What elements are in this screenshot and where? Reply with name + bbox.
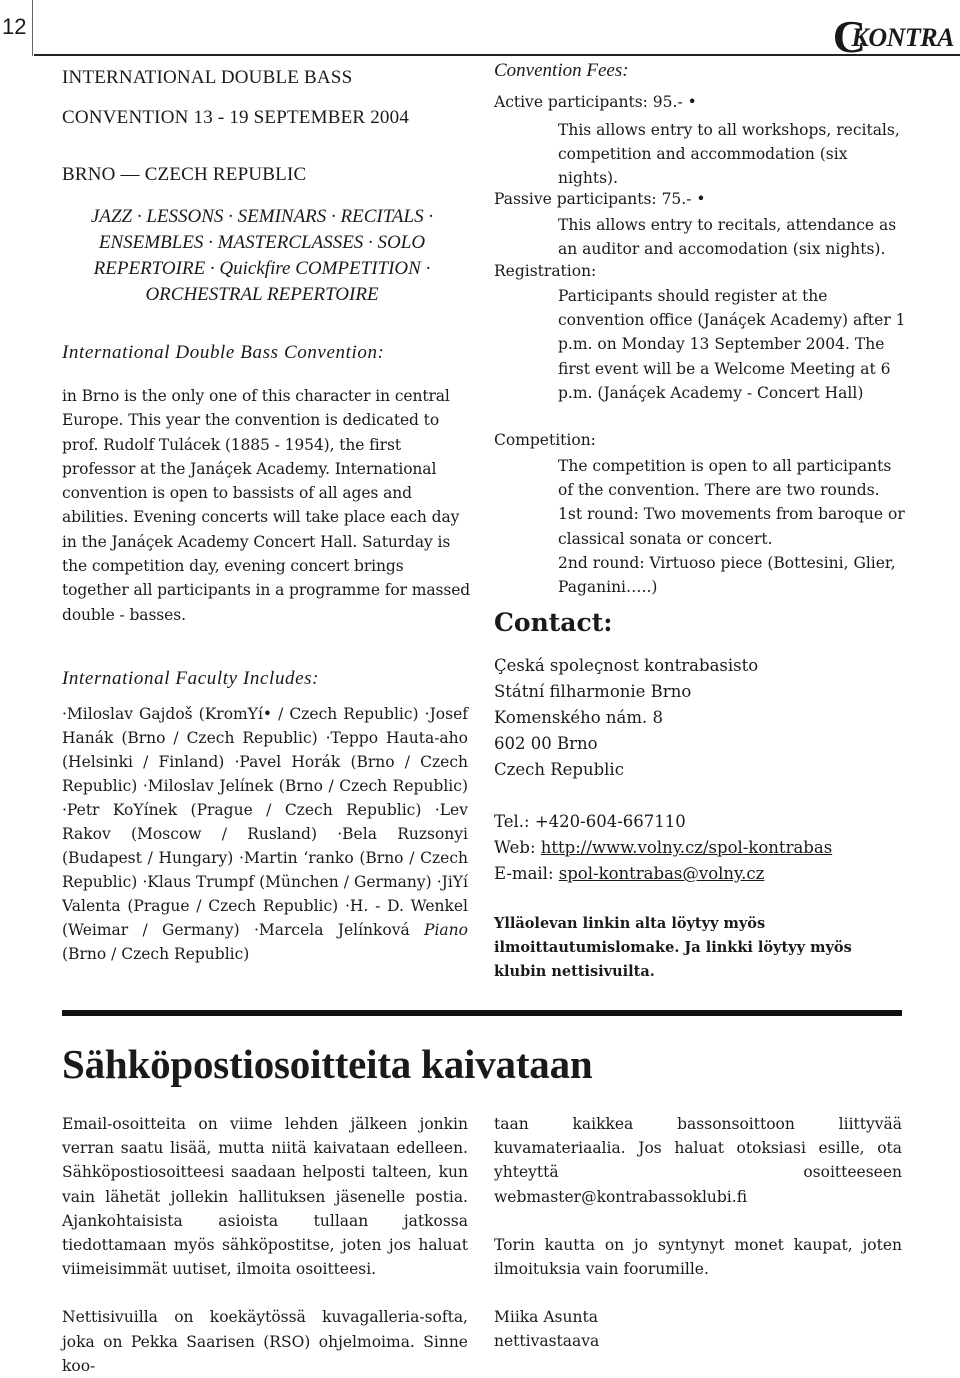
logo-initial: C — [832, 11, 866, 62]
registration-form-note: Ylläolevan linkin alta löytyy myös ilmoittautumislomake. Ja linkki löytyy myös klubin nettisivuilta. — [494, 915, 852, 980]
registration-label: Registration: — [494, 262, 597, 280]
email-label: E-mail: — [494, 864, 559, 883]
contact-heading: Contact: — [494, 608, 613, 637]
article-divider — [62, 1010, 902, 1016]
faculty-names: ·Miloslav Gajdoš (KromYí• / Czech Republic) ·Josef Hanák (Brno / Czech Republic) ·Teppo Hauta-aho (Helsinki / Finland) ·Pavel Horák (Brno / Czech Republic) ·Miloslav Jelínek (Brno / Czech Republic) ·Petr KoYínek (Prague / Czech Republic) ·Lev Rakov (Moscow / Rusland) ·Bela Ruzsonyi (Budapest / Hungary) ·Martin ‘ranko (Brno / Czech Republic) ·Klaus Trumpf (München / Germany) ·JiYí Valenta (Prague / Czech Republic) ·H. - D. Wenkel (Weimar / Germany) ·Marcela Jelínková — [62, 705, 468, 939]
faculty-tail: (Brno / Czech Republic) — [62, 945, 250, 963]
address-line: Czech Republic — [494, 760, 624, 779]
faculty-heading: International Faculty Includes: — [62, 668, 320, 689]
kontra-logo — [832, 4, 954, 62]
address-line: 602 00 Brno — [494, 734, 598, 753]
active-participants-fee: Active participants: 95.- • — [494, 93, 697, 111]
registration-desc: Participants should register at the convention office (Janáçek Academy) after 1 p.m. on Monday 13 September 2004. The first event will be a Welcome Meeting at 6 p.m. (Janáçek Academy - Concert Hall) — [558, 287, 906, 402]
convention-heading: International Double Bass Convention: — [62, 342, 385, 363]
address-line: Çeská spoleçnost kontrabasisto — [494, 656, 759, 675]
address-line: Státní filharmonie Brno — [494, 682, 692, 701]
article-title: Sähköpostiosoitteita kaivataan — [62, 1041, 593, 1087]
page-number: 12 — [2, 14, 27, 39]
article-paragraph: Nettisivuilla on koekäytössä kuvagalleria-softa, joka on Pekka Saarisen (RSO) ohjelmoima. Sinne koo- — [62, 1308, 468, 1375]
competition-label: Competition: — [494, 431, 596, 449]
header-divider-vertical — [32, 0, 33, 56]
competition-intro: The competition is open to all participants of the convention. There are two rounds. — [558, 457, 892, 500]
faculty-piano-label: Piano — [424, 921, 468, 939]
signature-role: nettivastaava — [494, 1332, 600, 1351]
article-column-right — [494, 1112, 902, 1354]
contact-email — [494, 864, 764, 883]
passive-participants-desc: This allows entry to recitals, attendance as an auditor and accomodation (six nights). — [558, 216, 897, 259]
passive-participants-fee: Passive participants: 75.- • — [494, 190, 706, 208]
active-participants-desc: This allows entry to all workshops, recitals, competition and accommodation (six nights). — [558, 121, 900, 188]
contact-web — [494, 838, 832, 857]
article-paragraph: taan kaikkea bassonsoittoon liittyvää kuvamateriaalia. Jos haluat otoksiasi esille, ota yhteyttä osoitteeseen webmaster@kontrabassoklubi.fi — [494, 1115, 902, 1206]
faculty-list — [62, 702, 468, 966]
convention-title-line1: INTERNATIONAL DOUBLE BASS — [62, 67, 353, 88]
convention-title-line2: CONVENTION 13 - 19 SEPTEMBER 2004 — [62, 107, 410, 128]
competition-desc — [558, 454, 908, 599]
article-column-left — [62, 1112, 468, 1378]
signature-name: Miika Asunta — [494, 1308, 598, 1327]
logo-text: KONTRA — [851, 23, 954, 52]
competition-round1: 1st round: Two movements from baroque or classical sonata or concert. — [558, 505, 905, 548]
email-link[interactable]: spol-kontrabas@volny.cz — [558, 864, 765, 883]
convention-subjects: JAZZ · LESSONS · SEMINARS · RECITALS · ENSEMBLES · MASTERCLASSES · SOLO REPERTOIRE · Quickfire COMPETITION · ORCHESTRAL REPERTOIRE — [90, 206, 434, 305]
article-paragraph: Email-osoitteita on viime lehden jälkeen jonkin verran saatu lisää, mutta niitä kaivataan edelleen. Sähköpostiosoitteesi saadaan helposti talteen, kun vain lähetät jollekin hallituksen jäsenelle postia. Ajankohtaisista asioista tullaan jatkossa tiedottamaan myös sähköpostitse, joten jos haluat viimeisimmät uutiset, ilmoita osoitteesi. — [62, 1115, 468, 1279]
web-label: Web: — [494, 838, 541, 857]
header-rule — [34, 54, 960, 56]
contact-phone: Tel.: +420-604-667110 — [494, 812, 686, 831]
convention-location: BRNO — CZECH REPUBLIC — [62, 164, 307, 185]
web-link[interactable]: http://www.volny.cz/spol-kontrabas — [540, 838, 833, 857]
fees-heading: Convention Fees: — [494, 60, 629, 81]
address-line: Komenského nám. 8 — [494, 708, 663, 727]
convention-description: in Brno is the only one of this character in central Europe. This year the convention is dedicated to prof. Rudolf Tulácek (1885 - 1954), the first professor at the Janáçek Academy. International convention is open to bassists of all ages and abilities. Evening concerts will take place each day in the Janáçek Academy Concert Hall. Saturday is the competition day, evening concert brings together all participants in a programme for massed double - basses. — [62, 387, 471, 624]
article-paragraph: Torin kautta on jo syntynyt monet kaupat, joten ilmoituksia vain foorumille. — [494, 1235, 902, 1279]
competition-round2: 2nd round: Virtuoso piece (Bottesini, Glier, Paganini…..) — [558, 553, 896, 597]
